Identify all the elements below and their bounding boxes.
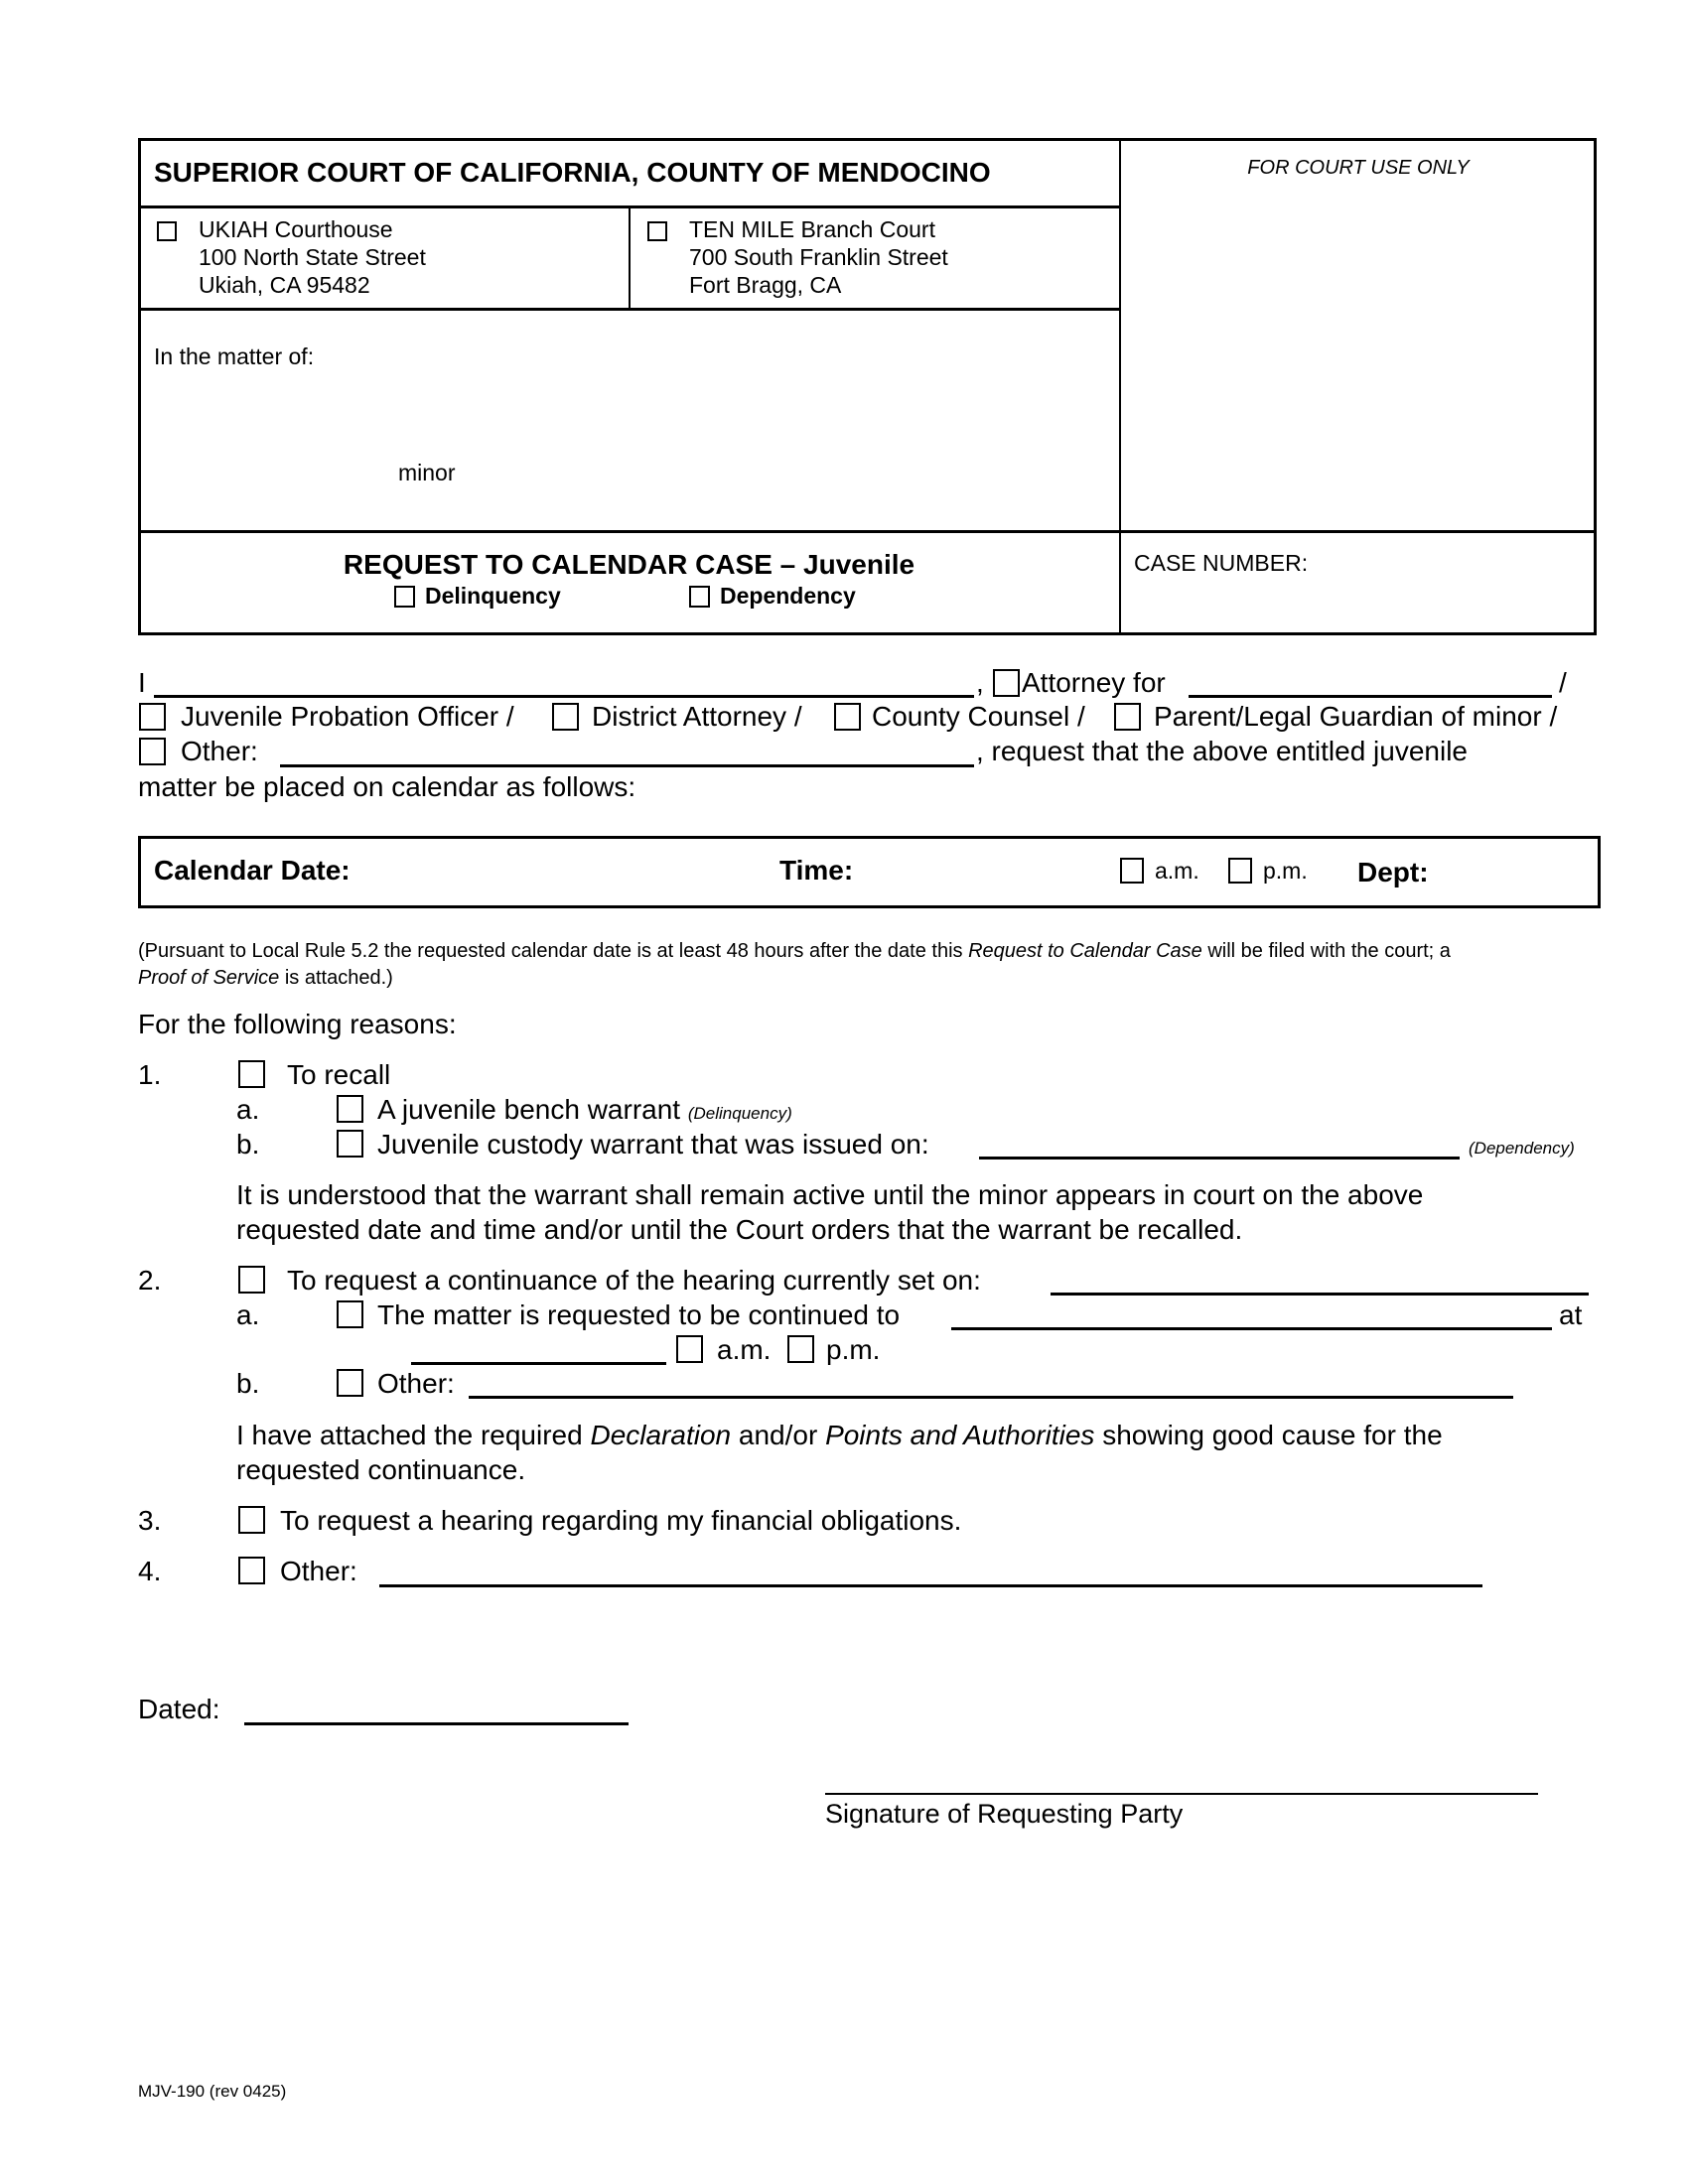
reason-2a-checkbox[interactable] [337,1300,363,1328]
dependency-checkbox[interactable] [689,586,710,608]
i-label: I [138,667,146,698]
local-rule-note [138,941,1451,961]
divider [138,530,1597,533]
delinquency-note: (Delinquency) [687,1104,792,1123]
warrant-issued-date-field[interactable] [979,1157,1460,1160]
probation-officer-label: Juvenile Probation Officer / [181,701,514,732]
continued-pm-label: p.m. [826,1334,881,1365]
points-authorities-text: Points and Authorities [825,1420,1095,1450]
court-title: SUPERIOR COURT OF CALIFORNIA, COUNTY OF MENDOCINO [154,157,991,188]
matter-label: In the matter of: [154,343,315,369]
para-text: I have attached the required [236,1420,591,1450]
reason-1a-checkbox[interactable] [337,1095,363,1123]
district-attorney-label: District Attorney / [592,701,802,732]
current-hearing-date-field[interactable] [1051,1293,1589,1296]
note-text: (Pursuant to Local Rule 5.2 the requested calendar date is at least 48 hours after the date this [138,940,969,962]
divider [629,207,631,309]
ten-mile-city: Fort Bragg, CA [689,272,842,298]
ukiah-name: UKIAH Courthouse [199,216,393,242]
form-id: MJV-190 (rev 0425) [138,2082,287,2101]
note-italic: Request to Calendar Case [968,940,1202,962]
note-italic: Proof of Service [138,967,280,989]
parent-guardian-checkbox[interactable] [1114,703,1141,731]
form-title: REQUEST TO CALENDAR CASE – Juvenile [343,549,915,580]
ukiah-checkbox[interactable] [157,221,177,241]
reason-2-paragraph [236,1422,1443,1449]
reason-2-checkbox[interactable] [238,1266,265,1294]
para-text: and/or [731,1420,826,1450]
reason-2b-letter: b. [236,1368,260,1399]
continued-to-date-field[interactable] [951,1327,1552,1330]
pm-label: p.m. [1263,858,1308,884]
reason-2b-other-field[interactable] [469,1396,1513,1399]
reason-1a-label [377,1096,792,1124]
reason-4-checkbox[interactable] [238,1557,265,1584]
reason-1-paragraph-2: requested date and time and/or until the Court orders that the warrant be recalled. [236,1214,1243,1245]
reason-1b-label: Juvenile custody warrant that was issued on: [377,1129,929,1160]
am-label: a.m. [1155,858,1199,884]
continued-pm-checkbox[interactable] [787,1335,814,1363]
delinquency-checkbox[interactable] [394,586,415,608]
dependency-note: (Dependency) [1469,1139,1575,1158]
minor-label: minor [398,460,456,485]
at-label: at [1559,1299,1583,1330]
other-role-label: Other: [181,736,258,766]
reason-1-label: To recall [287,1059,391,1090]
reason-3-label: To request a hearing regarding my financial obligations. [280,1505,962,1536]
reason-2-number: 2. [138,1265,162,1296]
district-attorney-checkbox[interactable] [552,703,579,731]
attorney-for-field[interactable] [1189,695,1552,698]
signature-line[interactable] [825,1793,1538,1795]
dependency-label: Dependency [720,583,856,609]
reason-1b-checkbox[interactable] [337,1130,363,1158]
ten-mile-name: TEN MILE Branch Court [689,216,935,242]
dept-label[interactable]: Dept: [1357,857,1429,887]
reason-1-number: 1. [138,1059,162,1090]
slash: / [1559,667,1567,698]
reason-3-checkbox[interactable] [238,1506,265,1534]
attorney-for-checkbox[interactable] [993,669,1020,697]
ten-mile-street: 700 South Franklin Street [689,244,948,270]
attorney-for-label: Attorney for [1022,667,1166,698]
delinquency-label: Delinquency [425,583,561,609]
comma: , [976,667,984,698]
court-use-label: FOR COURT USE ONLY [1247,157,1470,179]
reason-3-number: 3. [138,1505,162,1536]
reason-2a-letter: a. [236,1299,260,1330]
other-role-checkbox[interactable] [139,738,166,765]
case-number-label: CASE NUMBER: [1134,550,1309,576]
am-checkbox[interactable] [1120,858,1144,884]
reasons-heading: For the following reasons: [138,1009,457,1039]
parent-guardian-label: Parent/Legal Guardian of minor / [1154,701,1558,732]
signature-label: Signature of Requesting Party [825,1799,1184,1829]
dated-field[interactable] [244,1722,629,1725]
calendar-date-label[interactable]: Calendar Date: [154,855,351,886]
note-text: is attached.) [279,967,393,989]
reason-2-label: To request a continuance of the hearing currently set on: [287,1265,981,1296]
continued-am-checkbox[interactable] [676,1335,703,1363]
reason-1-paragraph: It is understood that the warrant shall remain active until the minor appears in court on the above [236,1179,1424,1210]
reason-1a-letter: a. [236,1094,260,1125]
note-text: will be filed with the court; a [1201,940,1451,962]
requester-name-field[interactable] [154,695,974,698]
local-rule-note-2 [138,968,393,988]
reason-4-other-field[interactable] [379,1584,1482,1587]
request-text-2: matter be placed on calendar as follows: [138,771,636,802]
para-text: showing good cause for the [1094,1420,1443,1450]
dated-label: Dated: [138,1694,220,1724]
probation-officer-checkbox[interactable] [139,703,166,731]
reason-2b-checkbox[interactable] [337,1369,363,1397]
reason-2b-label: Other: [377,1368,455,1399]
county-counsel-label: County Counsel / [872,701,1085,732]
continued-time-field[interactable] [411,1362,666,1365]
continued-am-label: a.m. [717,1334,772,1365]
declaration-text: Declaration [590,1420,732,1450]
time-label[interactable]: Time: [779,855,854,886]
reason-1-checkbox[interactable] [238,1060,265,1088]
ukiah-street: 100 North State Street [199,244,426,270]
pm-checkbox[interactable] [1228,858,1252,884]
reason-4-label: Other: [280,1556,357,1586]
request-text: , request that the above entitled juvenile [976,736,1469,766]
other-role-field[interactable] [280,764,974,767]
reason-1b-letter: b. [236,1129,260,1160]
bench-warrant-label: A juvenile bench warrant [377,1094,681,1125]
reason-2-paragraph-2: requested continuance. [236,1454,526,1485]
reason-2a-label: The matter is requested to be continued to [377,1299,901,1330]
ten-mile-checkbox[interactable] [647,221,667,241]
ukiah-city: Ukiah, CA 95482 [199,272,370,298]
divider [138,308,1120,311]
county-counsel-checkbox[interactable] [834,703,861,731]
reason-4-number: 4. [138,1556,162,1586]
